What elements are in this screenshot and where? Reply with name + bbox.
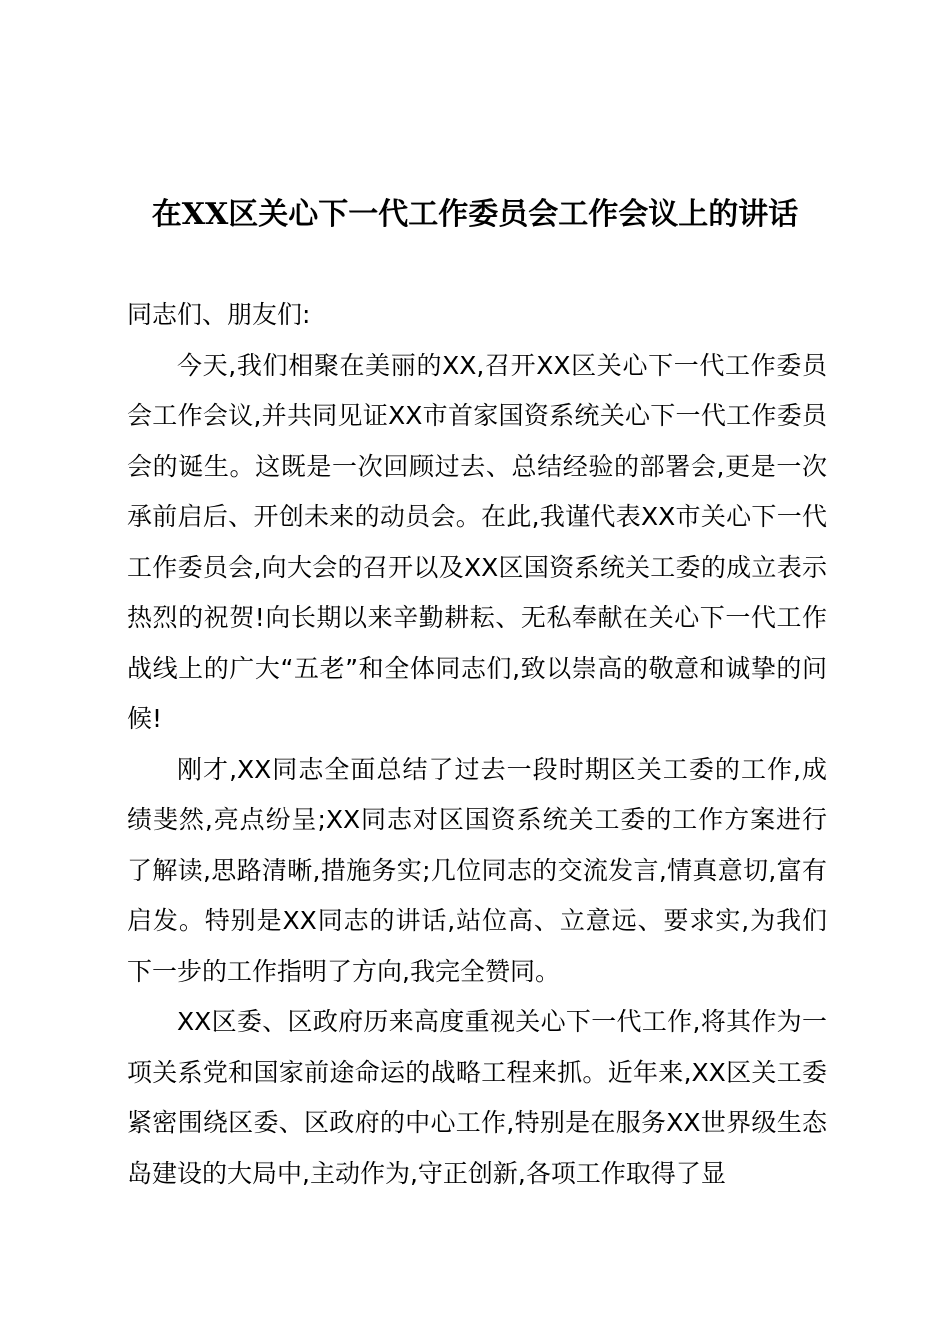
paragraph: 刚才,XX同志全面总结了过去一段时期区关工委的工作,成绩斐然,亮点纷呈;XX同志对区国资系统关工委的工作方案进行了解读,思路清晰,措施务实;几位同志的交流发言,情真意切,富有启发。特别是XX同志的讲话,站位高、立意远、要求实,为我们下一步的工作指明了方向,我完全赞同。: [127, 754, 827, 986]
salutation: 同志们、朋友们:: [127, 300, 311, 329]
document-title: 在XX区关心下一代工作委员会工作会议上的讲话: [151, 197, 799, 232]
document-body: [127, 290, 827, 1199]
paragraph: XX区委、区政府历来高度重视关心下一代工作,将其作为一项关系党和国家前途命运的战略工程来抓。近年来,XX区关工委紧密围绕区委、区政府的中心工作,特别是在服务XX世界级生态岛建设的大局中,主动作为,守正创新,各项工作取得了显: [127, 1007, 827, 1188]
paragraph: 今天,我们相聚在美丽的XX,召开XX区关心下一代工作委员会工作会议,并共同见证XX市首家国资系统关心下一代工作委员会的诞生。这既是一次回顾过去、总结经验的部署会,更是一次承前启后、开创未来的动员会。在此,我谨代表XX市关心下一代工作委员会,向大会的召开以及XX区国资系统关工委的成立表示热烈的祝贺!向长期以来辛勤耕耘、无私奉献在关心下一代工作战线上的广大“五老”和全体同志们,致以崇高的敬意和诚挚的问候!: [127, 350, 827, 733]
